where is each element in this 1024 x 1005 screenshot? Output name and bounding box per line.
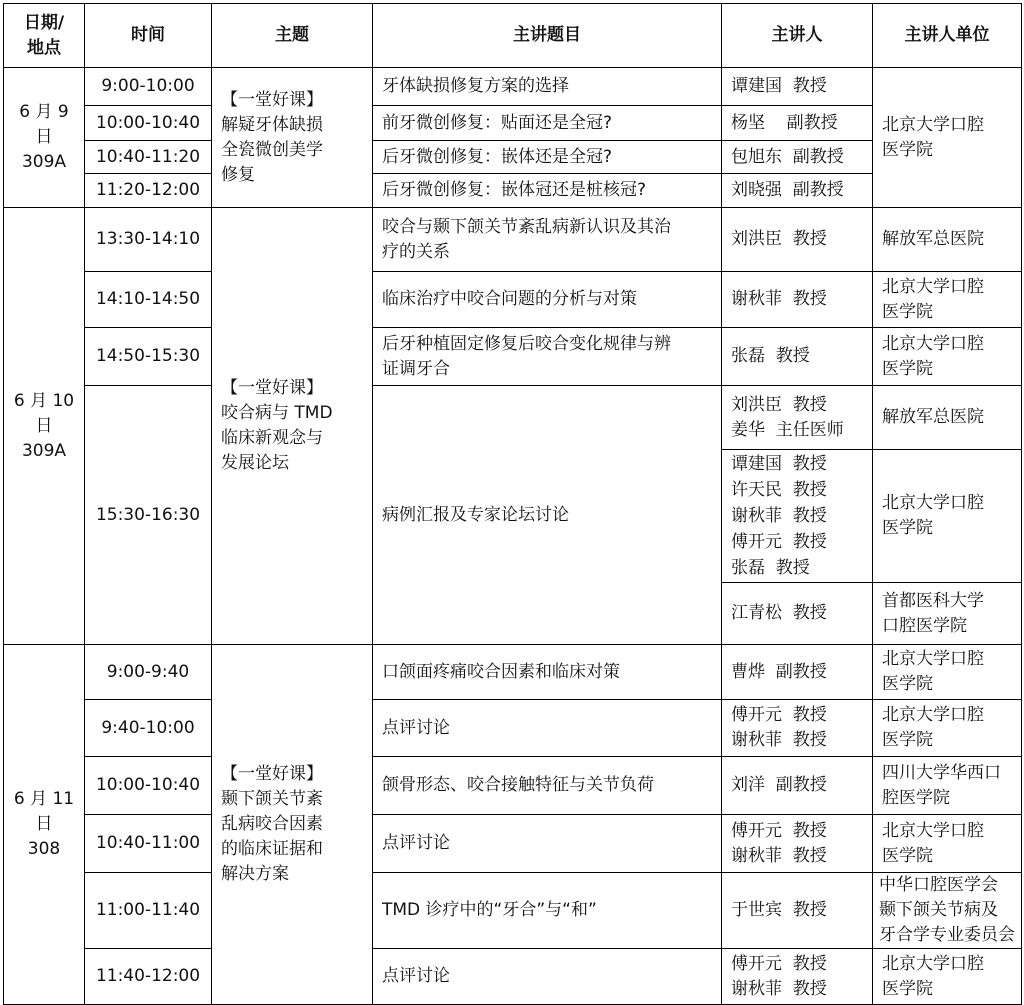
unit-cell: 四川大学华西口 腔医学院 [873,757,1022,815]
topic-cell: 点评讨论 [373,700,722,757]
time-cell: 10:00-10:40 [85,757,212,815]
speaker-cell: 谭建国 教授 [722,68,873,106]
time-cell: 9:40-10:00 [85,700,212,757]
table-row [4,272,1022,328]
unit-cell: 北京大学口腔 医学院 [873,272,1022,328]
speaker-cell: 刘晓强 副教授 [722,174,873,208]
table-row [4,815,1022,873]
speaker-cell: 张磊 教授 [722,328,873,386]
speaker-cell: 谭建国 教授 许天民 教授 谢秋菲 教授 傅开元 教授 张磊 教授 [722,450,873,583]
date-cell-day3: 6 月 11 日 308 [4,645,85,1005]
unit-cell: 北京大学口腔 医学院 [873,700,1022,757]
unit-cell: 首都医科大学 口腔医学院 [873,583,1022,645]
header-unit: 主讲人单位 [873,4,1022,68]
header-topic: 主讲题目 [373,4,722,68]
topic-cell: 后牙种植固定修复后咬合变化规律与辨 证调牙合 [373,328,722,386]
speaker-cell: 江青松 教授 [722,583,873,645]
topic-cell: 前牙微创修复：贴面还是全冠? [373,106,722,141]
time-cell: 13:30-14:10 [85,208,212,272]
topic-cell: 点评讨论 [373,815,722,873]
unit-cell: 北京大学口腔 医学院 [873,450,1022,583]
unit-cell: 解放军总医院 [873,386,1022,450]
topic-cell: 临床治疗中咬合问题的分析与对策 [373,272,722,328]
table-row [4,68,1022,106]
time-cell: 9:00-10:00 [85,68,212,106]
theme-cell-day3: 【一堂好课】 颞下颌关节紊 乱病咬合因素 的临床证据和 解决方案 [212,645,373,1005]
table-row [4,141,1022,174]
time-cell: 14:10-14:50 [85,272,212,328]
unit-cell: 北京大学口腔 医学院 [873,645,1022,700]
speaker-cell: 刘洋 副教授 [722,757,873,815]
unit-cell: 解放军总医院 [873,208,1022,272]
table-row [4,645,1022,700]
unit-cell: 北京大学口腔 医学院 [873,328,1022,386]
time-cell: 11:40-12:00 [85,949,212,1005]
schedule-table [3,3,1022,1005]
topic-cell: 病例汇报及专家论坛讨论 [373,386,722,645]
time-cell: 11:20-12:00 [85,174,212,208]
table-row [4,106,1022,141]
speaker-cell: 包旭东 副教授 [722,141,873,174]
table-row [4,328,1022,386]
header-theme: 主题 [212,4,373,68]
topic-cell: 后牙微创修复：嵌体还是全冠? [373,141,722,174]
theme-cell-day1: 【一堂好课】 解疑牙体缺损 全瓷微创美学 修复 [212,68,373,208]
topic-cell: 后牙微创修复：嵌体冠还是桩核冠? [373,174,722,208]
header-time: 时间 [85,4,212,68]
time-cell: 15:30-16:30 [85,386,212,645]
date-cell-day1: 6 月 9 日 309A [4,68,85,208]
table-row [4,208,1022,272]
header-date-place: 日期/ 地点 [4,4,85,68]
header-speaker: 主讲人 [722,4,873,68]
header-row [4,4,1022,68]
time-cell: 10:40-11:20 [85,141,212,174]
topic-cell: 点评讨论 [373,949,722,1005]
unit-cell: 北京大学口腔 医学院 [873,949,1022,1005]
time-cell: 10:00-10:40 [85,106,212,141]
time-cell: 11:00-11:40 [85,873,212,949]
topic-cell: 咬合与颞下颌关节紊乱病新认识及其治 疗的关系 [373,208,722,272]
speaker-cell: 曹烨 副教授 [722,645,873,700]
time-cell: 14:50-15:30 [85,328,212,386]
theme-cell-day2: 【一堂好课】 咬合病与 TMD 临床新观念与 发展论坛 [212,208,373,645]
time-cell: 10:40-11:00 [85,815,212,873]
table-row [4,949,1022,1005]
speaker-cell: 刘洪臣 教授 姜华 主任医师 [722,386,873,450]
speaker-cell: 傅开元 教授 谢秋菲 教授 [722,700,873,757]
table-row [4,174,1022,208]
table-row [4,873,1022,949]
unit-cell-day1: 北京大学口腔 医学院 [873,68,1022,208]
speaker-cell: 谢秋菲 教授 [722,272,873,328]
table-row [4,700,1022,757]
topic-cell: TMD 诊疗中的“牙合”与“和” [373,873,722,949]
table-row [4,386,1022,450]
date-cell-day2: 6 月 10 日 309A [4,208,85,645]
speaker-cell: 傅开元 教授 谢秋菲 教授 [722,949,873,1005]
unit-cell: 北京大学口腔 医学院 [873,815,1022,873]
topic-cell: 颌骨形态、咬合接触特征与关节负荷 [373,757,722,815]
speaker-cell: 杨坚 副教授 [722,106,873,141]
time-cell: 9:00-9:40 [85,645,212,700]
speaker-cell: 于世宾 教授 [722,873,873,949]
speaker-cell: 刘洪臣 教授 [722,208,873,272]
topic-cell: 口颌面疼痛咬合因素和临床对策 [373,645,722,700]
unit-cell: 中华口腔医学会 颞下颌关节病及 牙合学专业委员会 [873,873,1022,949]
topic-cell: 牙体缺损修复方案的选择 [373,68,722,106]
table-row [4,757,1022,815]
speaker-cell: 傅开元 教授 谢秋菲 教授 [722,815,873,873]
